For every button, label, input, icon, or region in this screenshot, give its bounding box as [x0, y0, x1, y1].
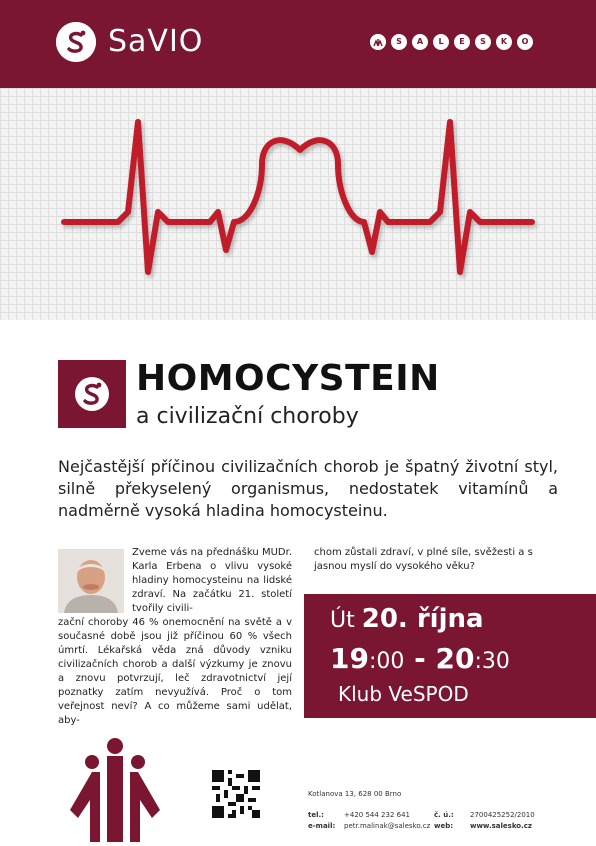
salesko-letter: S: [391, 34, 407, 50]
qr-code-icon: [212, 770, 260, 818]
salesians-emblem-icon: [70, 738, 160, 842]
time-end-hour: 20: [435, 642, 475, 675]
body-text-column-2: chom zůstali zdraví, v plné síle, svěžesti a s jasnou myslí do vysokého věku?: [314, 547, 533, 572]
brand-name: SaVIO: [108, 24, 204, 59]
ecg-heart-line-icon: [0, 100, 596, 280]
event-time: [330, 642, 510, 679]
time-dash: -: [404, 642, 436, 675]
savio-square-logo-icon: [58, 360, 126, 428]
salesko-emblem-icon: [370, 34, 386, 50]
event-box: [304, 594, 596, 718]
event-day: Út: [330, 608, 355, 633]
page-subtitle: a civilizační choroby: [136, 404, 359, 429]
salesko-letter: E: [454, 34, 470, 50]
body-text-column-1-top: Zveme vás na přednášku MUDr. Karla Erbena o vlivu vysoké hladiny homocysteinu na lidské zdraví. Na začátku 21. století tvořily civili-: [132, 547, 292, 614]
lead-paragraph: Nejčastější příčinou civilizačních chorob je špatný životní styl, silně překyselený organismus, nedostatek vitamínů a nadměrně vysoká hladina homocysteinu.: [58, 457, 558, 520]
time-end-minutes: :30: [474, 649, 510, 674]
savio-logo-icon: [56, 22, 96, 62]
web-link[interactable]: www.salesko.cz: [470, 822, 532, 830]
tel-value: +420 544 232 641: [344, 811, 410, 819]
account-value: 2700425252/2010: [470, 811, 535, 819]
salesko-letter: L: [433, 34, 449, 50]
email-link[interactable]: petr.malinak@salesko.cz: [344, 822, 431, 830]
salesko-letter: K: [496, 34, 512, 50]
page-title: HOMOCYSTEIN: [136, 358, 440, 399]
header-banner: [0, 0, 596, 320]
account-label: č. ú.:: [434, 811, 454, 819]
time-start-hour: 19: [330, 642, 369, 675]
event-date-value: 20. října: [361, 604, 484, 634]
footer-address: Kotlanova 13, 628 00 Brno: [308, 790, 402, 798]
event-date: [330, 604, 484, 636]
time-start-minutes: :00: [368, 649, 405, 674]
email-label: e-mail:: [308, 822, 336, 830]
speaker-portrait: [58, 549, 124, 613]
tel-label: tel.:: [308, 811, 324, 819]
footer-contact: [308, 810, 535, 832]
salesko-letter: A: [412, 34, 428, 50]
salesko-letter: O: [517, 34, 533, 50]
web-label: web:: [434, 822, 454, 830]
salesko-logo: [370, 34, 533, 50]
salesko-letter: S: [475, 34, 491, 50]
body-text-column-1: zační choroby 46 % onemocnění na světě a v současné době jsou již příčinou 60 % všech úmrtí. Lékařská věda zná důvody vzniku civilizačních chorob a další výzkumy je znovu a znovu potvrzují, leč zdravotnictví její poznatky zatím nevyužívá. Proč o tom veřejnost neví? A co můžeme sami udělat, aby-: [58, 617, 292, 726]
event-venue: Klub VeSPOD: [338, 682, 469, 706]
